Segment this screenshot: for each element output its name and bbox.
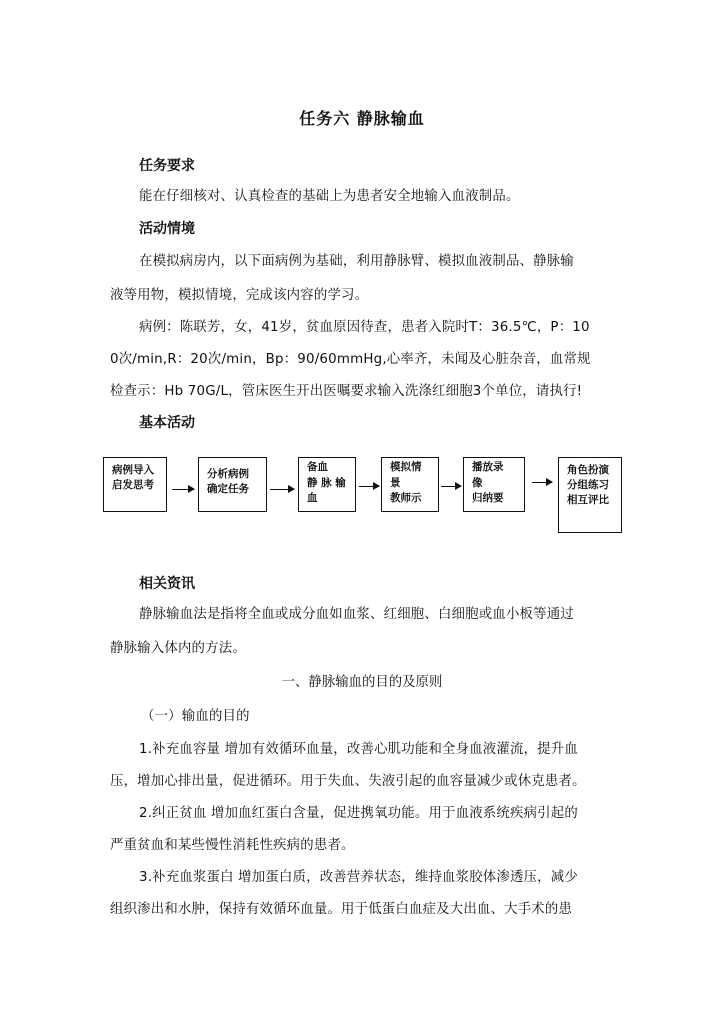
flow-step-text: 播放录	[472, 461, 504, 473]
flow-step-text: 分析病例	[207, 468, 249, 480]
activities-heading: 基本活动	[139, 415, 195, 431]
flow-step-text: 启发思考	[112, 479, 154, 491]
purpose-line: 3.补充血浆蛋白 增加蛋白质，改善营养状态，维持血浆胶体渗透压，减少	[139, 870, 578, 885]
requirements-text: 能在仔细核对、认真检查的基础上为患者安全地输入血液制品。	[139, 189, 520, 204]
flow-step-text: 备血	[307, 461, 328, 473]
flow-step-case-intro	[103, 457, 167, 512]
flow-step-analyze-case	[198, 457, 267, 512]
case-line: 病例：陈联芳，女，41岁，贫血原因待查，患者入院时T：36.5℃，P：10	[139, 320, 590, 335]
flow-step-text: 确定任务	[207, 483, 249, 495]
flow-step-prepare-blood	[298, 457, 356, 512]
flow-step-text: 病例导入	[112, 464, 154, 476]
flow-step-text: 归纳要	[472, 492, 504, 504]
case-line: 检查示：Hb 70G/L，管床医生开出医嘱要求输入洗涤红细胞3个单位，请执行!	[110, 384, 583, 399]
flow-step-role-play	[558, 457, 622, 533]
scenario-heading: 活动情境	[139, 221, 195, 237]
info-line: 静脉输血法是指将全血或成分血如血浆、红细胞、白细胞或血小板等通过	[139, 607, 574, 622]
flow-arrow	[270, 489, 294, 490]
purpose-line: 1.补充血容量 增加有效循环血量，改善心肌功能和全身血液灌流，提升血	[139, 742, 578, 757]
flow-step-text: 景	[390, 476, 401, 489]
flow-step-play-video	[463, 457, 525, 512]
purpose-line: 严重贫血和某些慢性消耗性疾病的患者。	[110, 838, 355, 853]
flow-arrow	[441, 486, 461, 487]
flow-step-text: 角色扮演	[567, 464, 609, 476]
flow-step-text: 静 脉 输	[307, 476, 346, 489]
flow-step-text: 分组练习	[567, 479, 609, 491]
scenario-line: 液等用物，模拟情境，完成该内容的学习。	[110, 288, 369, 303]
sub-heading: （一）输血的目的	[141, 709, 250, 724]
case-line: 0次/min,R：20次/min，Bp：90/60mmHg,心率齐，未闻及心脏杂音，血常规	[110, 352, 591, 367]
purpose-line: 组织渗出和水肿，保持有效循环血量。用于低蛋白血症及大出血、大手术的患	[110, 902, 573, 917]
section-one-heading: 一、静脉输血的目的及原则	[281, 675, 443, 690]
info-heading: 相关资讯	[139, 576, 195, 592]
flow-step-text: 像	[472, 476, 483, 489]
purpose-line: 2.纠正贫血 增加血红蛋白含量，促进携氧功能。用于血液系统疾病引起的	[139, 806, 578, 821]
flow-step-text: 相互评比	[567, 494, 609, 506]
flow-step-text: 血	[307, 492, 318, 504]
requirements-heading: 任务要求	[139, 158, 195, 174]
flow-step-text: 模拟情	[390, 461, 422, 473]
info-line: 静脉输入体内的方法。	[110, 641, 246, 656]
purpose-line: 压，增加心排出量，促进循环。用于失血、失液引起的血容量减少或休克患者。	[110, 774, 586, 789]
flow-step-simulate-scene	[381, 457, 439, 512]
page-title: 任务六 静脉输血	[299, 109, 425, 128]
flow-arrow	[172, 489, 194, 490]
flow-arrow	[532, 482, 552, 483]
flow-step-text: 教师示	[390, 492, 422, 504]
scenario-line: 在模拟病房内，以下面病例为基础，利用静脉臂、模拟血液制品、静脉输	[139, 254, 574, 269]
flow-arrow	[359, 486, 379, 487]
